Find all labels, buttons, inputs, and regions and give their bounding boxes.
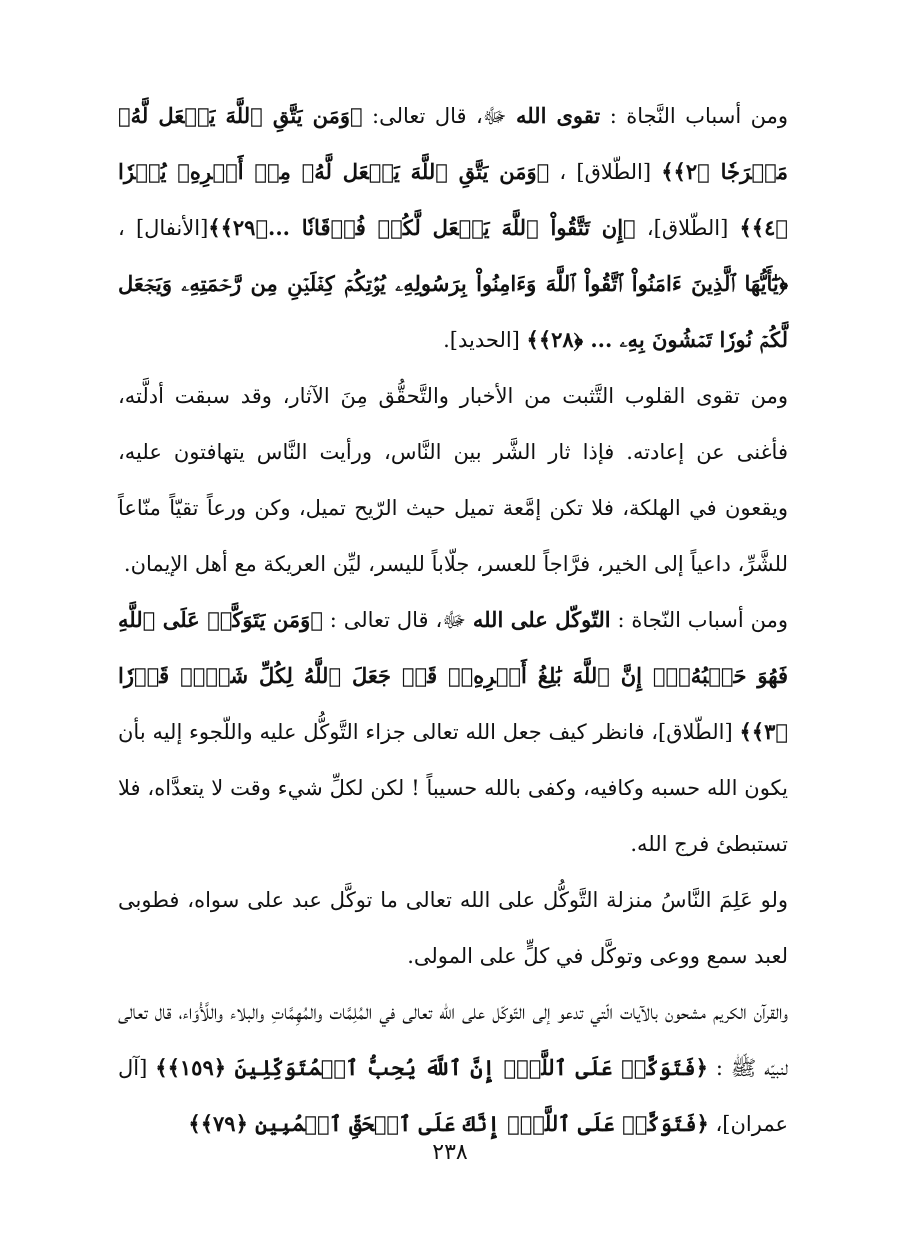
quran-verse: ﴿وَمَن يَتَوَكَّلۡ عَلَى ٱللَّهِ فَهُوَ حَسۡبُهُۥٓۚ إِنَّ ٱللَّهَ بَٰلِغُ أَمۡرِهِۦۚ قَدۡ جَعَلَ ٱللَّهُ لِكُلِّ شَيۡءٖ قَدۡرٗا ﴿٣﴾﴾ bbox=[118, 607, 788, 744]
verse-reference: [الحديد]. bbox=[443, 328, 527, 352]
paragraph-knowledge bbox=[118, 872, 788, 984]
paragraph-piety bbox=[118, 88, 788, 368]
text-run: [الطّلاق]، فانظر كيف جعل الله تعالى جزاء التَّوكُّل عليه واللّجوء إليه بأن يكون الله حسبه وكافيه، وكفى بالله حسيباً ! لكن لكلِّ شيء وقت لا يتعدَّاه، فلا تستبطئ فرج الله. bbox=[118, 720, 788, 856]
text-run: ﷻ، قال تعالى: bbox=[362, 104, 516, 128]
text-run: ﷻ، قال تعالى : bbox=[322, 608, 473, 632]
heading-phrase-piety: تقوى الله bbox=[515, 103, 601, 128]
paragraph-reliance bbox=[118, 592, 788, 872]
quran-verse: ﴿إِن تَتَّقُواْ ٱللَّهَ يَجۡعَل لَّكُمۡ فُرۡقَانٗا ...﴿٢٩﴾﴾ bbox=[208, 215, 636, 240]
verse-reference: [آل عمران]، bbox=[118, 1056, 788, 1136]
text-run: ومن أسباب النّجاة : bbox=[610, 608, 788, 632]
heading-phrase-reliance: التّوكّل على الله bbox=[472, 607, 611, 632]
page-body bbox=[118, 88, 788, 1152]
paragraph-verification bbox=[118, 368, 788, 592]
quran-verse: ﴿فَتَوَكَّلۡ عَلَى ٱللَّهِۖ إِنَّكَ عَلَى ٱلۡحَقِّ ٱلۡمُبِينِ ﴿٧٩﴾﴾ bbox=[188, 1111, 709, 1136]
text-run: ومن تقوى القلوب التَّثبت من الأخبار والتَّحقُّق مِنَ الآثار، وقد سبقت أدلَّته، فأغنى عن إعادته. فإذا ثار الشَّر بين النَّاس، ورأيت النَّاس يتهافتون عليه، ويقعون في الهلكة، فلا تكن إمَّعة تميل حيث الرّيح تميل، وكن ورعاً تقيّاً منّاعاً للشَّرِّ، داعياً إلى الخير، فرَّاجاً للعسر، جلّاباً لليسر، ليِّن العريكة مع أهل الإيمان. bbox=[118, 384, 788, 576]
quran-verse: ﴿يَٰٓأَيُّهَا ٱلَّذِينَ ءَامَنُواْ ٱتَّقُواْ ٱللَّهَ وَءَامِنُواْ بِرَسُولِهِۦ يُؤۡتِكُمۡ كِفۡلَيۡنِ مِن رَّحۡمَتِهِۦ وَيَجۡعَل لَّكُمۡ نُورٗا تَمۡشُونَ بِهِۦ ... ﴿٢٨﴾﴾ bbox=[118, 271, 788, 352]
text-run: ومن أسباب النَّجاة : bbox=[600, 104, 788, 128]
verse-reference: [الأنفال] ، bbox=[118, 216, 209, 240]
page-number: ٢٣٨ bbox=[432, 1140, 468, 1165]
verse-reference: [الطّلاق]، bbox=[635, 216, 740, 240]
paragraph-quran bbox=[118, 984, 788, 1152]
quran-verse: ﴿فَتَوَكَّلۡ عَلَى ٱللَّهِۚ إِنَّ ٱللَّهَ يُحِبُّ ٱلۡمُتَوَكِّلِينَ ﴿١٥٩﴾﴾ bbox=[155, 1055, 708, 1080]
text-run: ولو عَلِمَ النَّاسُ منزلة التَّوكُّل على الله تعالى ما توكَّل عبد على سواه، فطوبى لعبد سمع ووعى وتوكَّل في كلٍّ على المولى. bbox=[118, 888, 788, 968]
quran-verse: ﴿وَمَن يَتَّقِ ٱللَّهَ يَجۡعَل لَّهُۥ مِنۡ أَمۡرِهِۦ يُسۡرٗا ﴿٤﴾﴾ bbox=[118, 159, 788, 240]
verse-reference: [الطّلاق] ، bbox=[549, 160, 662, 184]
text-run: والقرآن الكريم مشحون بالآيات الّتي تدعو إلى التّوكّل على الله تعالى في المُلِمَّات والمُهِمَّاتِ والبلاء واللَّأْوَاء، قال تعالى لنبيّه ﷺ : bbox=[118, 1000, 789, 1080]
quran-verse: ﴿وَمَن يَتَّقِ ٱللَّهَ يَجۡعَل لَّهُۥ مَخۡرَجٗا ﴿٢﴾﴾ bbox=[118, 103, 788, 184]
